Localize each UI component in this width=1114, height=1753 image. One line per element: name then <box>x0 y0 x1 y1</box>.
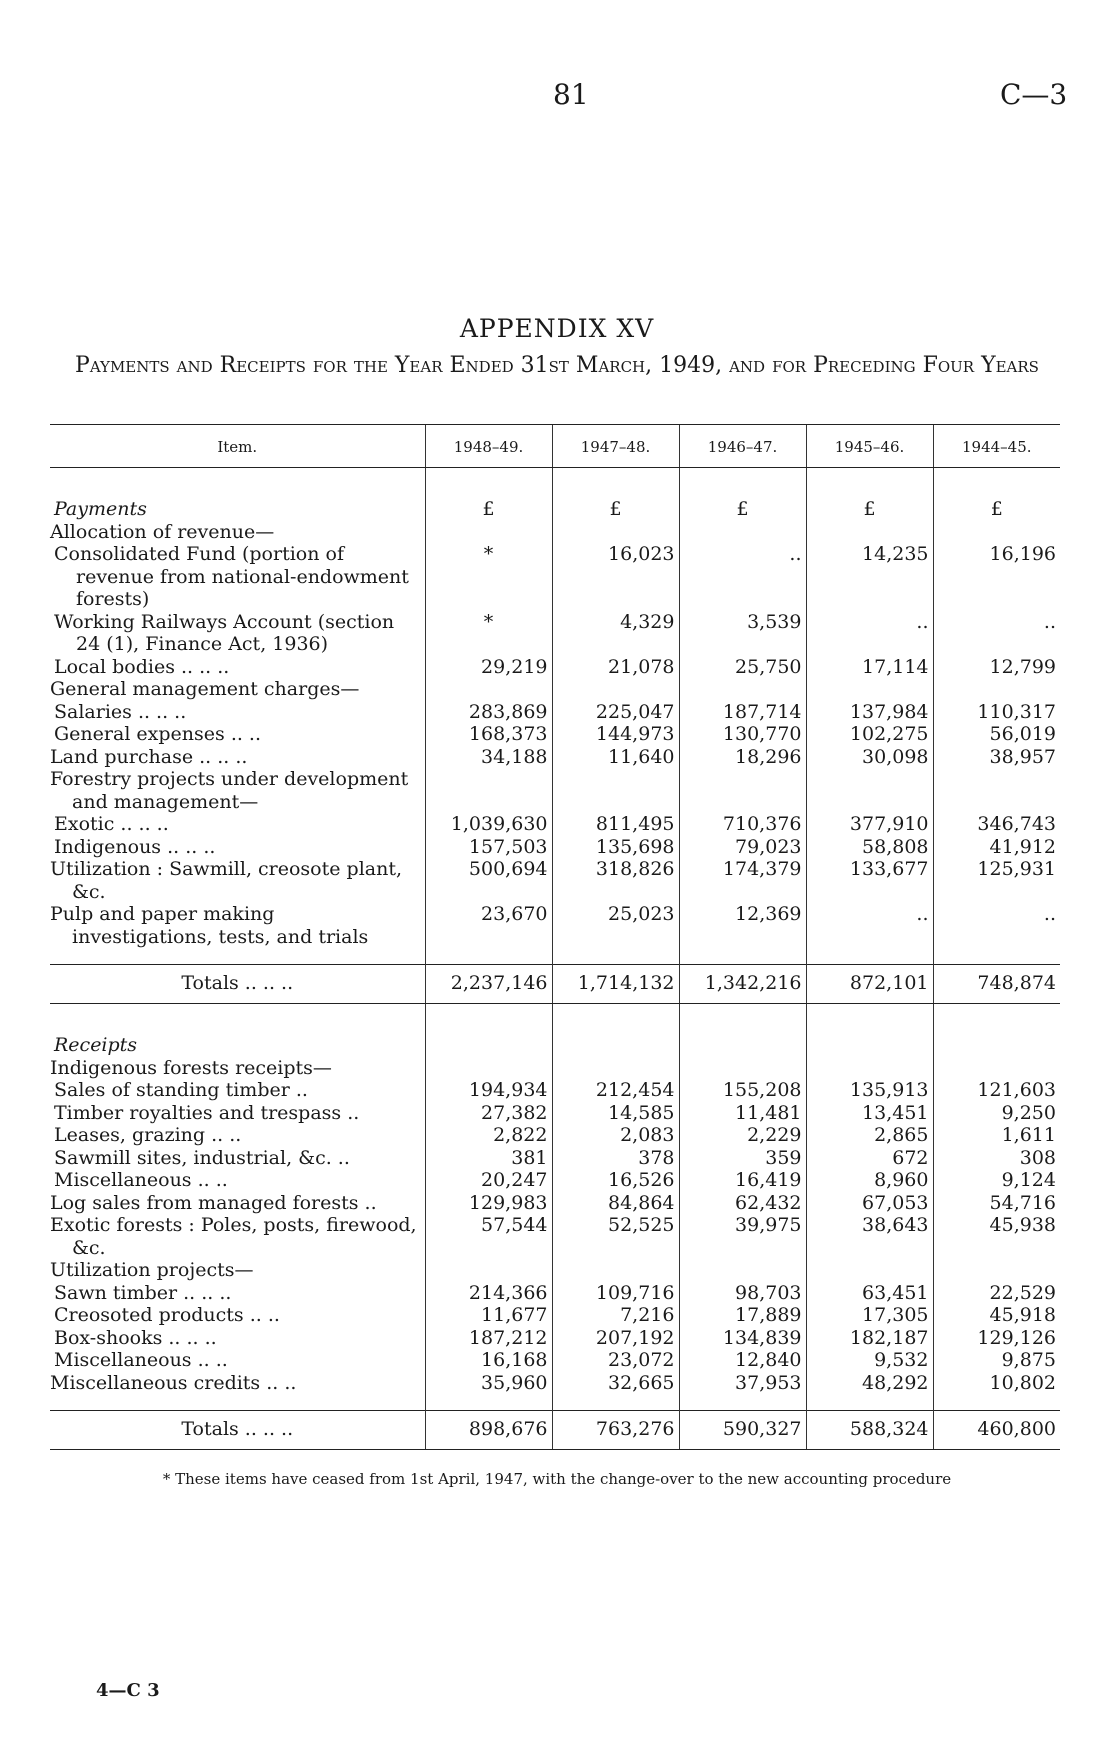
row-value <box>679 521 806 544</box>
row-value <box>933 1057 1060 1080</box>
row-value: 14,585 <box>552 1102 679 1125</box>
row-value: 144,973 <box>552 723 679 746</box>
row-value <box>933 678 1060 701</box>
payment-row <box>50 836 1060 859</box>
payment-row <box>50 813 1060 836</box>
row-value: 84,864 <box>552 1192 679 1215</box>
receipt-row <box>50 1147 1060 1170</box>
row-value: 21,078 <box>552 656 679 679</box>
row-value: 25,750 <box>679 656 806 679</box>
row-label: Pulp and paper making investigations, tests, and trials <box>50 903 369 948</box>
row-value <box>552 768 679 813</box>
payment-row <box>50 701 1060 724</box>
row-value: 381 <box>425 1147 552 1170</box>
row-value: 130,770 <box>679 723 806 746</box>
row-value: 7,216 <box>552 1304 679 1327</box>
row-value: 17,889 <box>679 1304 806 1327</box>
row-label: Working Railways Account (section 24 (1), Finance Act, 1936) <box>54 610 395 655</box>
payment-row <box>50 768 1060 813</box>
row-value: 1,342,216 <box>679 965 806 1004</box>
row-label: Utilization projects— <box>50 1259 254 1281</box>
row-label: Forestry projects under development and management— <box>50 768 409 813</box>
empty-cell <box>806 1394 933 1411</box>
row-value: .. <box>679 543 806 611</box>
row-value: 30,098 <box>806 746 933 769</box>
row-value: 41,912 <box>933 836 1060 859</box>
row-value <box>552 1259 679 1282</box>
row-value: 133,677 <box>806 858 933 903</box>
row-value: 187,212 <box>425 1327 552 1350</box>
column-header-year: 1944–45. <box>933 425 1060 468</box>
payment-row <box>50 611 1060 656</box>
row-value: 32,665 <box>552 1372 679 1395</box>
footnote: * These items have ceased from 1st April, 1947, with the change-over to the new accounting procedure <box>162 1470 952 1488</box>
row-value: 34,188 <box>425 746 552 769</box>
row-value: 748,874 <box>933 965 1060 1004</box>
receipt-row <box>50 1327 1060 1350</box>
row-value: 98,703 <box>679 1282 806 1305</box>
row-value: 2,865 <box>806 1124 933 1147</box>
row-value: 214,366 <box>425 1282 552 1305</box>
row-value: 588,324 <box>806 1411 933 1450</box>
empty-cell <box>425 1394 552 1411</box>
row-value: 811,495 <box>552 813 679 836</box>
row-value: 18,296 <box>679 746 806 769</box>
row-value: 346,743 <box>933 813 1060 836</box>
row-value: 79,023 <box>679 836 806 859</box>
column-header-item: Item. <box>50 425 425 468</box>
row-value <box>679 768 806 813</box>
currency-symbol: £ <box>806 468 933 521</box>
row-value: 378 <box>552 1147 679 1170</box>
row-value: 11,640 <box>552 746 679 769</box>
row-value <box>552 1057 679 1080</box>
row-value: 27,382 <box>425 1102 552 1125</box>
receipt-row <box>50 1102 1060 1125</box>
row-value: 63,451 <box>806 1282 933 1305</box>
row-value <box>552 521 679 544</box>
row-value: 56,019 <box>933 723 1060 746</box>
payment-row <box>50 858 1060 903</box>
empty-cell <box>425 948 552 965</box>
row-value: 174,379 <box>679 858 806 903</box>
spacer-row <box>50 948 1060 965</box>
receipt-row <box>50 1169 1060 1192</box>
row-value: 45,938 <box>933 1214 1060 1259</box>
row-value: 10,802 <box>933 1372 1060 1395</box>
row-value: 54,716 <box>933 1192 1060 1215</box>
empty-cell <box>806 948 933 965</box>
row-value: 155,208 <box>679 1079 806 1102</box>
row-value: 3,539 <box>679 611 806 656</box>
row-value <box>679 678 806 701</box>
empty-cell <box>50 1394 425 1411</box>
bottom-signature-mark: 4—C 3 <box>96 1680 160 1701</box>
row-value: .. <box>806 611 933 656</box>
payment-row <box>50 521 1060 544</box>
row-label: Creosoted products .. .. <box>54 1304 280 1326</box>
row-value: 763,276 <box>552 1411 679 1450</box>
row-value: 460,800 <box>933 1411 1060 1450</box>
row-value <box>425 768 552 813</box>
row-value: 137,984 <box>806 701 933 724</box>
row-value: 125,931 <box>933 858 1060 903</box>
row-label: Utilization : Sawmill, creosote plant, &c. <box>50 858 403 903</box>
empty-cell <box>679 1004 806 1057</box>
row-value: 109,716 <box>552 1282 679 1305</box>
receipts-heading-row <box>50 1004 1060 1057</box>
row-value: 16,526 <box>552 1169 679 1192</box>
row-value: 25,023 <box>552 903 679 948</box>
payment-row <box>50 723 1060 746</box>
row-value: 57,544 <box>425 1214 552 1259</box>
row-label: Indigenous .. .. .. <box>54 835 216 858</box>
column-header-year: 1945–46. <box>806 425 933 468</box>
row-value: 135,913 <box>806 1079 933 1102</box>
row-value: 9,875 <box>933 1349 1060 1372</box>
row-label: Leases, grazing .. .. <box>54 1124 242 1146</box>
row-value: 48,292 <box>806 1372 933 1395</box>
appendix-title: APPENDIX XV <box>459 314 655 343</box>
empty-cell <box>552 948 679 965</box>
row-value: 9,124 <box>933 1169 1060 1192</box>
row-value <box>425 678 552 701</box>
payment-row <box>50 678 1060 701</box>
row-value <box>425 1259 552 1282</box>
payment-row <box>50 656 1060 679</box>
row-value <box>552 678 679 701</box>
row-value: 2,822 <box>425 1124 552 1147</box>
row-value: 2,083 <box>552 1124 679 1147</box>
row-value: 16,196 <box>933 543 1060 611</box>
row-value: * <box>425 543 552 611</box>
row-value: 283,869 <box>425 701 552 724</box>
row-label: Exotic forests : Poles, posts, firewood, &c. <box>50 1214 417 1259</box>
row-label: Local bodies .. .. .. <box>54 655 230 678</box>
row-value: .. <box>933 611 1060 656</box>
payment-row <box>50 903 1060 948</box>
row-value: 11,481 <box>679 1102 806 1125</box>
spacer-row <box>50 1394 1060 1411</box>
row-value <box>679 1057 806 1080</box>
row-value <box>933 1259 1060 1282</box>
row-value: .. <box>933 903 1060 948</box>
row-value <box>806 1057 933 1080</box>
row-value: 23,670 <box>425 903 552 948</box>
row-value: 2,237,146 <box>425 965 552 1004</box>
row-label: Consolidated Fund (portion of revenue from national-endowment forests) <box>54 543 409 610</box>
row-value: 17,305 <box>806 1304 933 1327</box>
row-value: 898,676 <box>425 1411 552 1450</box>
row-value: 39,975 <box>679 1214 806 1259</box>
row-value: 12,799 <box>933 656 1060 679</box>
row-label: General management charges— <box>50 678 360 700</box>
payment-row <box>50 746 1060 769</box>
row-value: 129,983 <box>425 1192 552 1215</box>
row-value: 168,373 <box>425 723 552 746</box>
row-value <box>806 678 933 701</box>
receipt-row <box>50 1057 1060 1080</box>
row-value: 4,329 <box>552 611 679 656</box>
row-label: Indigenous forests receipts— <box>50 1056 332 1079</box>
row-value <box>806 521 933 544</box>
row-value: 500,694 <box>425 858 552 903</box>
receipt-row <box>50 1214 1060 1259</box>
row-value: 121,603 <box>933 1079 1060 1102</box>
empty-cell <box>679 1394 806 1411</box>
row-value: 110,317 <box>933 701 1060 724</box>
row-value: 62,432 <box>679 1192 806 1215</box>
row-value: 207,192 <box>552 1327 679 1350</box>
row-label: Totals .. .. .. <box>50 1411 425 1450</box>
row-value: 225,047 <box>552 701 679 724</box>
row-label: Salaries .. .. .. <box>54 700 187 723</box>
payment-row <box>50 543 1060 611</box>
row-label: Land purchase .. .. .. <box>50 745 248 768</box>
row-value: 318,826 <box>552 858 679 903</box>
row-value: 1,611 <box>933 1124 1060 1147</box>
row-value: 16,168 <box>425 1349 552 1372</box>
payments-heading-row <box>50 468 1060 521</box>
row-value: 58,808 <box>806 836 933 859</box>
receipt-row <box>50 1372 1060 1395</box>
row-label: Exotic .. .. .. <box>54 813 169 835</box>
page-reference: C—3 <box>1000 78 1068 111</box>
receipt-row <box>50 1124 1060 1147</box>
empty-cell <box>679 948 806 965</box>
row-value: 38,957 <box>933 746 1060 769</box>
row-value: 102,275 <box>806 723 933 746</box>
row-value: 9,250 <box>933 1102 1060 1125</box>
payments-total-row <box>50 965 1060 1004</box>
receipt-row <box>50 1079 1060 1102</box>
row-label: Timber royalties and trespass .. <box>54 1101 360 1124</box>
row-value: 182,187 <box>806 1327 933 1350</box>
row-value: 872,101 <box>806 965 933 1004</box>
row-label: Box-shooks .. .. .. <box>54 1326 217 1349</box>
row-value: 37,953 <box>679 1372 806 1395</box>
column-header-year: 1947–48. <box>552 425 679 468</box>
row-value: 308 <box>933 1147 1060 1170</box>
table-header-row <box>50 425 1060 468</box>
empty-cell <box>806 1004 933 1057</box>
receipts-heading: Receipts <box>54 1034 138 1056</box>
currency-symbol: £ <box>552 468 679 521</box>
row-value: 12,840 <box>679 1349 806 1372</box>
row-label: Sawmill sites, industrial, &c. .. <box>54 1146 350 1169</box>
row-label: General expenses .. .. <box>54 723 262 745</box>
row-value: 13,451 <box>806 1102 933 1125</box>
row-value: 157,503 <box>425 836 552 859</box>
row-value: 212,454 <box>552 1079 679 1102</box>
payments-receipts-table <box>50 424 1060 1450</box>
receipt-row <box>50 1304 1060 1327</box>
row-value: 590,327 <box>679 1411 806 1450</box>
receipt-row <box>50 1192 1060 1215</box>
row-label: Miscellaneous credits .. .. <box>50 1371 297 1394</box>
row-value <box>933 768 1060 813</box>
payments-heading: Payments <box>54 498 147 520</box>
row-label: Allocation of revenue— <box>50 520 275 543</box>
row-value: 1,039,630 <box>425 813 552 836</box>
row-value <box>806 1259 933 1282</box>
row-value: 1,714,132 <box>552 965 679 1004</box>
row-value: 672 <box>806 1147 933 1170</box>
row-value: 377,910 <box>806 813 933 836</box>
row-value <box>425 521 552 544</box>
page-number: 81 <box>553 78 589 111</box>
row-value: 35,960 <box>425 1372 552 1395</box>
empty-cell <box>933 948 1060 965</box>
row-value: 14,235 <box>806 543 933 611</box>
currency-symbol: £ <box>933 468 1060 521</box>
row-value: 2,229 <box>679 1124 806 1147</box>
empty-cell <box>50 948 425 965</box>
row-value: 17,114 <box>806 656 933 679</box>
row-value: 52,525 <box>552 1214 679 1259</box>
row-value: 20,247 <box>425 1169 552 1192</box>
row-value: 11,677 <box>425 1304 552 1327</box>
row-label: Sales of standing timber .. <box>54 1079 308 1101</box>
row-value: 129,126 <box>933 1327 1060 1350</box>
row-value: 194,934 <box>425 1079 552 1102</box>
row-value: 359 <box>679 1147 806 1170</box>
row-value: 9,532 <box>806 1349 933 1372</box>
empty-cell <box>425 1004 552 1057</box>
row-value: 22,529 <box>933 1282 1060 1305</box>
currency-symbol: £ <box>679 468 806 521</box>
appendix-subtitle: Payments and Receipts for the Year Ended 31st March, 1949, and for Preceding Four Years <box>75 353 1039 378</box>
row-value: 12,369 <box>679 903 806 948</box>
receipt-row <box>50 1282 1060 1305</box>
row-value: 8,960 <box>806 1169 933 1192</box>
receipts-total-row <box>50 1411 1060 1450</box>
row-value: 16,419 <box>679 1169 806 1192</box>
empty-cell <box>933 1004 1060 1057</box>
row-value: 134,839 <box>679 1327 806 1350</box>
row-value: .. <box>806 903 933 948</box>
row-label: Sawn timber .. .. .. <box>54 1281 232 1304</box>
row-value: 45,918 <box>933 1304 1060 1327</box>
empty-cell <box>552 1004 679 1057</box>
row-value: 135,698 <box>552 836 679 859</box>
row-value: 187,714 <box>679 701 806 724</box>
row-value: 38,643 <box>806 1214 933 1259</box>
empty-cell <box>552 1394 679 1411</box>
row-label: Log sales from managed forests .. <box>50 1191 377 1214</box>
row-value: 29,219 <box>425 656 552 679</box>
row-value <box>679 1259 806 1282</box>
row-value: 67,053 <box>806 1192 933 1215</box>
table-body <box>50 468 1060 1450</box>
row-value: 710,376 <box>679 813 806 836</box>
row-value <box>806 768 933 813</box>
row-label: Miscellaneous .. .. <box>54 1349 228 1371</box>
row-label: Miscellaneous .. .. <box>54 1169 228 1191</box>
row-value <box>933 521 1060 544</box>
column-header-year: 1948–49. <box>425 425 552 468</box>
receipt-row <box>50 1349 1060 1372</box>
row-label: Totals .. .. .. <box>50 965 425 1004</box>
currency-symbol: £ <box>425 468 552 521</box>
row-value: 16,023 <box>552 543 679 611</box>
receipt-row <box>50 1259 1060 1282</box>
empty-cell <box>933 1394 1060 1411</box>
row-value <box>425 1057 552 1080</box>
row-value: 23,072 <box>552 1349 679 1372</box>
column-header-year: 1946–47. <box>679 425 806 468</box>
row-value: * <box>425 611 552 656</box>
